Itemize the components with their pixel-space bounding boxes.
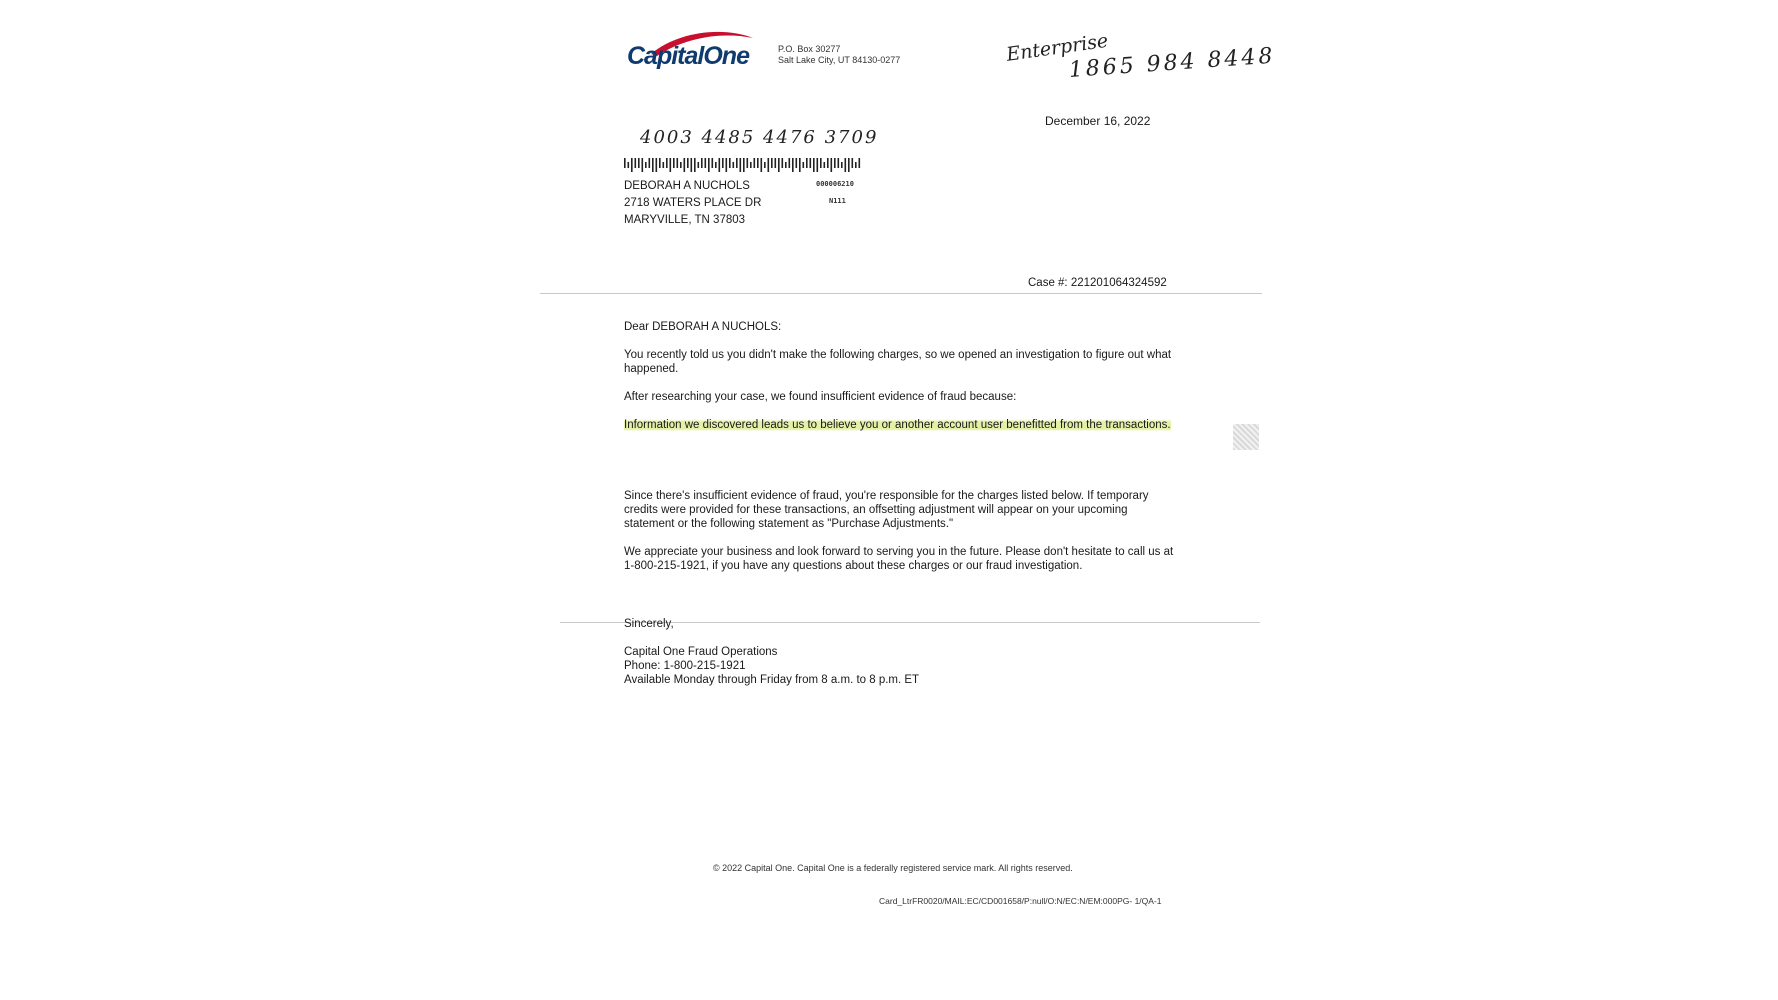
- copyright-notice: © 2022 Capital One. Capital One is a federally registered service mark. All rights reserved.: [713, 863, 1073, 873]
- signature-phone: Phone: 1-800-215-1921: [624, 660, 746, 672]
- return-address-line: Salt Lake City, UT 84130-0277: [778, 55, 901, 65]
- letter-date: December 16, 2022: [1045, 114, 1151, 128]
- signature-block: [624, 645, 1179, 687]
- recipient-city: MARYVILLE, TN 37803: [624, 214, 746, 226]
- postal-barcode: [624, 158, 864, 172]
- letter-reference-code: Card_LtrFR0020/MAIL:EC/CD001658/P:null/O:N/EC:N/EM:000PG- 1/QA-1: [879, 896, 1162, 906]
- recipient-address: [624, 178, 761, 229]
- fold-line-top: [540, 293, 1262, 294]
- sign-off: Sincerely,: [624, 618, 674, 630]
- signature-hours: Available Monday through Friday from 8 a.m. to 8 p.m. ET: [624, 674, 920, 686]
- mail-code: N111: [829, 197, 846, 205]
- paragraph-investigation: You recently told us you didn't make the following charges, so we opened an investigation to figure out what happened.: [624, 349, 1172, 375]
- return-address-line: P.O. Box 30277: [778, 44, 841, 54]
- capital-one-logo: [627, 28, 767, 78]
- return-address: [778, 44, 900, 66]
- mail-code: 000006210: [816, 180, 854, 188]
- handwritten-note: Enterprise: [1005, 29, 1110, 66]
- recipient-name: DEBORAH A NUCHOLS: [624, 180, 750, 192]
- salutation: Dear DEBORAH A NUCHOLS:: [624, 321, 782, 333]
- highlighted-reason: Information we discovered leads us to believe you or another account user benefitted from the transactions.: [624, 419, 1171, 431]
- handwritten-card-number: 4003 4485 4476 3709: [640, 127, 879, 148]
- logo-wordmark: CapitalOne: [627, 42, 749, 70]
- paragraph-responsibility: Since there's insufficient evidence of fraud, you're responsible for the charges listed below. If temporary credits were provided for these transactions, an offsetting adjustment will appear on your upcoming statement or the following statement as "Purchase Adjustments.": [624, 490, 1149, 530]
- case-number: Case #: 221201064324592: [1028, 277, 1167, 289]
- handwritten-phone: 1865 984 8448: [1068, 43, 1277, 83]
- paragraph-reason: [624, 418, 1179, 432]
- paragraph-contact: We appreciate your business and look forward to serving you in the future. Please don't hesitate to call us at 1-800-215-1921, if you have any questions about these charges or our fraud investigation.: [624, 546, 1174, 572]
- recipient-street: 2718 WATERS PLACE DR: [624, 197, 762, 209]
- signature-department: Capital One Fraud Operations: [624, 646, 778, 658]
- paragraph-finding: After researching your case, we found insufficient evidence of fraud because:: [624, 391, 1017, 403]
- scan-artifact: [1233, 424, 1259, 450]
